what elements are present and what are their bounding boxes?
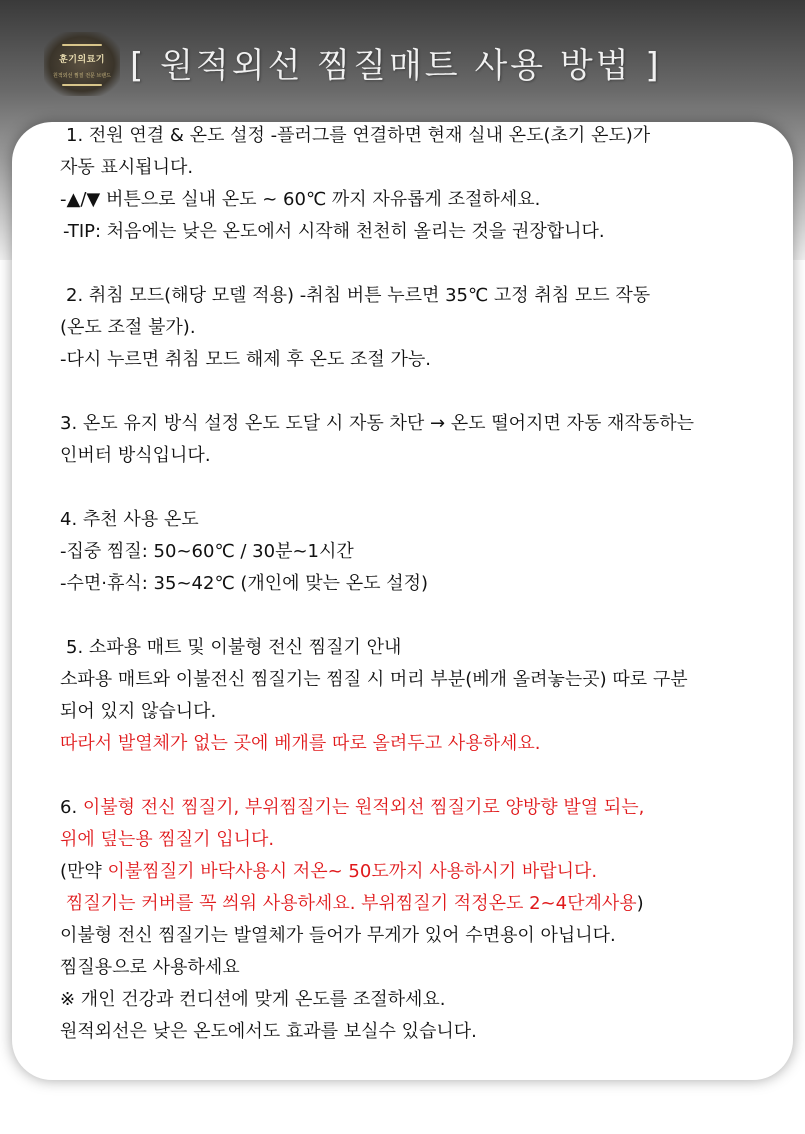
logo-brand-name: 훈기의료기 <box>59 55 105 65</box>
section-4-line-1: 4. 추천 사용 온도 <box>60 509 199 530</box>
section-6-line-4 <box>60 888 780 920</box>
section-6-line-6: 찜질용으로 사용하세요 <box>60 957 240 978</box>
section-5-line-3: 되어 있지 않습니다. <box>60 701 217 722</box>
section-6-line-5: 이불형 전신 찜질기는 발열체가 들어가 무게가 있어 수면용이 아닙니다. <box>60 925 616 946</box>
section-6-line-2: 위에 덮는용 찜질기 입니다. <box>60 829 275 850</box>
section-1-line-1: 1. 전원 연결 & 온도 설정 -플러그를 연결하면 현재 실내 온도(초기 온도)가 <box>66 125 651 146</box>
section-6-paren-close: ) <box>636 893 644 914</box>
brand-logo <box>44 32 120 96</box>
section-4-line-3: -수면·휴식: 35~42℃ (개인에 맞는 온도 설정) <box>60 573 429 594</box>
instruction-content <box>60 120 780 1048</box>
section-6-number: 6. <box>60 797 83 818</box>
logo-ornament-top <box>62 44 102 46</box>
section-6-line-7: ※ 개인 건강과 컨디션에 맞게 온도를 조절하세요. <box>60 989 446 1010</box>
section-5-line-2: 소파용 매트와 이불전신 찜질기는 찜질 시 머리 부분(베개 올려놓는곳) 따로 구분 <box>60 669 688 690</box>
section-2-line-1: 2. 취침 모드(해당 모델 적용) -취침 버튼 누르면 35℃ 고정 취침 모드 작동 <box>66 285 651 306</box>
logo-ornament-bottom <box>62 84 102 86</box>
section-2-line-2: (온도 조절 불가). <box>60 317 196 338</box>
section-5-warning: 따라서 발열체가 없는 곳에 베개를 따로 올려두고 사용하세요. <box>60 733 541 754</box>
section-6-paren-open: (만약 <box>60 861 108 882</box>
section-3-line-2: 인버터 방식입니다. <box>60 445 211 466</box>
section-1-line-3: -▲/▼ 버튼으로 실내 온도 ~ 60℃ 까지 자유롭게 조절하세요. <box>60 189 541 210</box>
section-1-line-2: 자동 표시됩니다. <box>60 157 194 178</box>
logo-tagline: 원적외선 찜질 전문 브랜드 <box>53 73 111 79</box>
section-3-line-1: 3. 온도 유지 방식 설정 온도 도달 시 자동 차단 → 온도 떨어지면 자동 재작동하는 <box>60 413 694 434</box>
section-6-line-8: 원적외선은 낮은 온도에서도 효과를 보실수 있습니다. <box>60 1021 477 1042</box>
section-2-line-3: -다시 누르면 취침 모드 해제 후 온도 조절 가능. <box>60 349 431 370</box>
section-6-warning-4: 찜질기는 커버를 꼭 씌워 사용하세요. 부위찜질기 적정온도 2~4단계사용 <box>66 893 637 914</box>
section-6-line-1 <box>60 792 780 824</box>
section-4-line-2: -집중 찜질: 50~60℃ / 30분~1시간 <box>60 541 354 562</box>
section-6-warning-1: 이불형 전신 찜질기, 부위찜질기는 원적외선 찜질기로 양방향 발열 되는, <box>82 797 645 818</box>
page-title: [ 원적외선 찜질매트 사용 방법 ] <box>130 46 662 86</box>
section-5-line-1: 5. 소파용 매트 및 이불형 전신 찜질기 안내 <box>66 637 402 658</box>
section-6-warning-3: 이불찜질기 바닥사용시 저온~ 50도까지 사용하시기 바랍니다. <box>107 861 598 882</box>
section-6-line-3 <box>60 856 780 888</box>
section-1-line-4: -TIP: 처음에는 낮은 온도에서 시작해 천천히 올리는 것을 권장합니다. <box>63 221 605 242</box>
